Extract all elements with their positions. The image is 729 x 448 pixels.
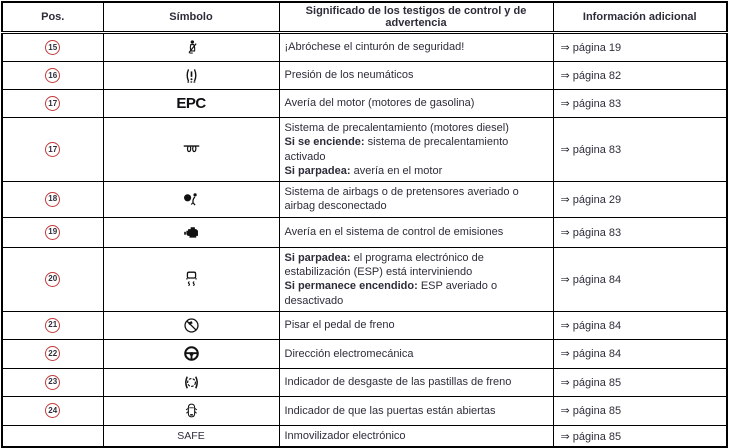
header-info: Información adicional bbox=[553, 2, 727, 33]
table-row bbox=[2, 311, 727, 339]
position-badge: 22 bbox=[45, 346, 60, 361]
meaning-segment: Indicador de desgaste de las pastillas de freno bbox=[284, 376, 512, 389]
page-reference-cell bbox=[553, 396, 727, 425]
seatbelt-icon bbox=[183, 39, 200, 56]
meaning-line bbox=[285, 96, 549, 110]
page-reference: ⇒ página 84 bbox=[560, 273, 622, 286]
table-row bbox=[2, 90, 727, 118]
symbol-cell bbox=[103, 118, 279, 182]
header-row bbox=[2, 2, 727, 33]
page-reference-cell bbox=[553, 247, 727, 311]
meaning-cell bbox=[279, 311, 553, 339]
page-reference: ⇒ página 83 bbox=[560, 98, 622, 110]
table-row bbox=[2, 182, 727, 218]
meaning-cell bbox=[279, 217, 553, 247]
meaning-line bbox=[285, 185, 549, 214]
meaning-segment-bold: Si parpadea: bbox=[284, 251, 351, 264]
pos-cell bbox=[2, 247, 103, 311]
position-badge: 23 bbox=[45, 375, 60, 390]
table-row bbox=[2, 62, 727, 90]
meaning-segment-bold: Si se enciende: bbox=[284, 136, 365, 149]
table-row bbox=[2, 33, 727, 62]
symbol-cell bbox=[103, 339, 279, 368]
table-body bbox=[2, 33, 727, 448]
meaning-cell bbox=[279, 118, 553, 182]
symbol-cell bbox=[103, 425, 279, 447]
symbol-text: EPC bbox=[176, 95, 206, 112]
meaning-segment: Sistema de airbags o de pretensores averiado o airbag desconectado bbox=[284, 186, 519, 213]
page-reference: ⇒ página 85 bbox=[560, 376, 622, 389]
esp-icon bbox=[183, 270, 200, 289]
pos-cell bbox=[2, 217, 103, 247]
meaning-segment: Indicador de que las puertas están abiertas bbox=[284, 404, 496, 417]
page-reference-cell bbox=[553, 90, 727, 118]
symbol-cell bbox=[103, 62, 279, 90]
position-badge: 20 bbox=[45, 272, 60, 287]
position-badge: 16 bbox=[45, 68, 60, 83]
meaning-cell bbox=[279, 368, 553, 396]
table-row bbox=[2, 118, 727, 182]
position-badge: 19 bbox=[45, 225, 60, 240]
page-reference-cell bbox=[553, 311, 727, 339]
pos-cell bbox=[2, 311, 103, 339]
table-row bbox=[2, 339, 727, 368]
meaning-line bbox=[285, 40, 549, 54]
symbol-cell bbox=[103, 396, 279, 425]
meaning-segment: avería en el motor bbox=[350, 164, 443, 177]
meaning-segment: sistema de precalentamiento activado bbox=[284, 136, 509, 163]
header-significado: Significado de los testigos de control y de advertencia bbox=[279, 2, 553, 33]
meaning-cell bbox=[279, 182, 553, 218]
meaning-cell bbox=[279, 33, 553, 62]
page-reference: ⇒ página 84 bbox=[560, 348, 622, 361]
position-badge: 17 bbox=[45, 142, 60, 157]
page-reference: ⇒ página 83 bbox=[560, 144, 622, 157]
page-reference: ⇒ página 84 bbox=[560, 319, 622, 332]
meaning-segment: Pisar el pedal de freno bbox=[284, 319, 395, 332]
table-row bbox=[2, 425, 727, 447]
steering-wheel-icon bbox=[183, 345, 200, 362]
page-reference: ⇒ página 83 bbox=[560, 226, 622, 239]
page-reference-cell bbox=[553, 33, 727, 62]
meaning-segment: ESP averiado o desactivado bbox=[284, 280, 498, 307]
tire-pressure-icon bbox=[183, 67, 200, 84]
glow-plug-icon bbox=[182, 142, 201, 157]
header-pos: Pos. bbox=[2, 2, 103, 33]
pos-cell bbox=[2, 339, 103, 368]
pos-cell bbox=[2, 396, 103, 425]
symbol-cell bbox=[103, 217, 279, 247]
meaning-line bbox=[285, 251, 549, 280]
symbol-cell bbox=[103, 33, 279, 62]
symbol-text: SAFE bbox=[177, 430, 205, 443]
page-reference-cell bbox=[553, 182, 727, 218]
pos-cell bbox=[2, 62, 103, 90]
page-reference: ⇒ página 29 bbox=[560, 193, 622, 206]
header-simbolo: Símbolo bbox=[103, 2, 279, 33]
meaning-segment: Presión de los neumáticos bbox=[284, 69, 414, 82]
meaning-segment: ¡Abróchese el cinturón de seguridad! bbox=[284, 41, 465, 54]
meaning-cell bbox=[279, 425, 553, 447]
meaning-line bbox=[285, 121, 549, 135]
position-badge: 17 bbox=[45, 96, 60, 111]
symbol-cell bbox=[103, 247, 279, 311]
meaning-segment: Inmovilizador electrónico bbox=[284, 429, 406, 442]
meaning-segment-bold: Si permanece encendido: bbox=[284, 280, 418, 293]
meaning-segment: Sistema de precalentamiento (motores diesel) bbox=[284, 122, 509, 134]
pos-cell bbox=[2, 425, 103, 447]
position-badge: 15 bbox=[45, 40, 60, 55]
pos-cell bbox=[2, 182, 103, 218]
meaning-line bbox=[285, 225, 549, 239]
brake-pedal-icon bbox=[183, 317, 200, 334]
meaning-segment: Avería en el sistema de control de emisiones bbox=[284, 226, 504, 239]
meaning-line bbox=[285, 429, 549, 443]
meaning-segment: Avería del motor (motores de gasolina) bbox=[284, 97, 475, 110]
meaning-cell bbox=[279, 396, 553, 425]
position-badge: 18 bbox=[45, 192, 60, 207]
page-reference: ⇒ página 85 bbox=[560, 430, 622, 443]
page-reference-cell bbox=[553, 368, 727, 396]
meaning-segment: el programa electrónico de estabilización (ESP) está interviniendo bbox=[284, 251, 484, 279]
brake-pads-icon bbox=[183, 374, 200, 391]
meaning-segment-bold: Si parpadea: bbox=[284, 164, 351, 177]
meaning-line bbox=[285, 347, 549, 361]
page-reference-cell bbox=[553, 339, 727, 368]
symbol-cell bbox=[103, 311, 279, 339]
pos-cell bbox=[2, 118, 103, 182]
pos-cell bbox=[2, 90, 103, 118]
meaning-line bbox=[285, 404, 549, 418]
page-reference: ⇒ página 82 bbox=[560, 70, 622, 82]
table-row bbox=[2, 396, 727, 425]
table-row bbox=[2, 217, 727, 247]
position-badge: 24 bbox=[45, 403, 60, 418]
doors-open-icon bbox=[184, 401, 199, 420]
meaning-line bbox=[285, 375, 549, 389]
symbol-cell bbox=[103, 182, 279, 218]
page-reference: ⇒ página 19 bbox=[560, 42, 622, 54]
page-reference-cell bbox=[553, 118, 727, 182]
meaning-line bbox=[285, 279, 549, 308]
table-row bbox=[2, 247, 727, 311]
meaning-line bbox=[285, 68, 549, 82]
symbol-cell bbox=[103, 368, 279, 396]
meaning-cell bbox=[279, 247, 553, 311]
page-reference-cell bbox=[553, 425, 727, 447]
page-reference-cell bbox=[553, 62, 727, 90]
meaning-line bbox=[285, 164, 549, 178]
airbag-icon bbox=[182, 191, 200, 208]
meaning-segment: Dirección electromecánica bbox=[284, 347, 414, 360]
pos-cell bbox=[2, 33, 103, 62]
meaning-cell bbox=[279, 62, 553, 90]
meaning-cell bbox=[279, 90, 553, 118]
meaning-line bbox=[285, 318, 549, 332]
page-reference: ⇒ página 85 bbox=[560, 405, 622, 418]
meaning-line bbox=[285, 135, 549, 164]
table-row bbox=[2, 368, 727, 396]
page-reference-cell bbox=[553, 217, 727, 247]
position-badge: 21 bbox=[45, 318, 60, 333]
pos-cell bbox=[2, 368, 103, 396]
engine-icon bbox=[182, 224, 201, 241]
symbol-cell bbox=[103, 90, 279, 118]
warning-lights-table bbox=[1, 1, 728, 448]
meaning-cell bbox=[279, 339, 553, 368]
